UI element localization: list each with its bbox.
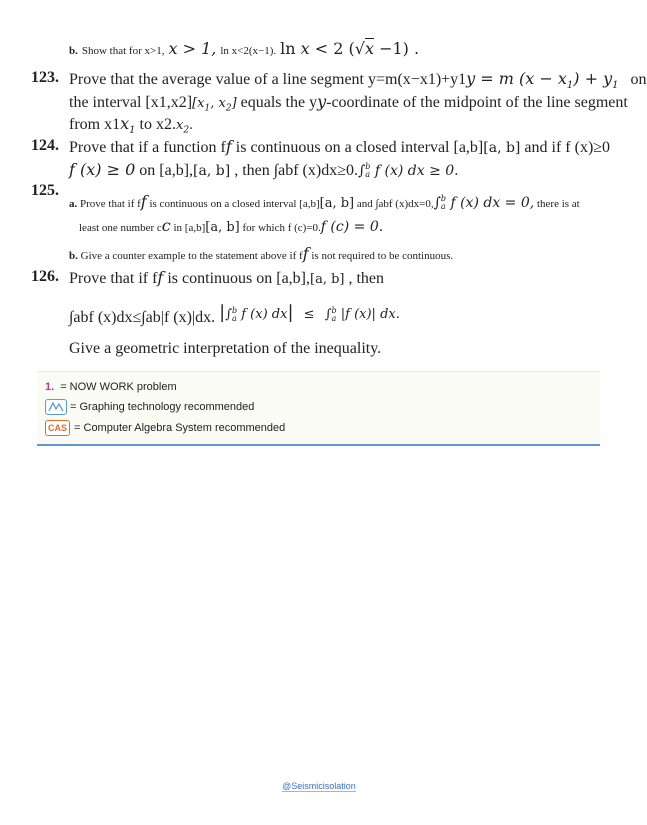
p123-line3-mid: to x2. — [135, 116, 176, 133]
part-b-label: b. — [69, 45, 78, 57]
p125a-text: Prove that if f — [80, 198, 141, 210]
p125a-tail: there is at — [536, 198, 580, 210]
p126-line2-math: |∫ b a f (x) dx| ≤ ∫ b a |f (x)| dx. — [219, 302, 400, 323]
p126-line1-then: then — [352, 270, 385, 287]
problem-126-line2 — [69, 302, 400, 327]
p123-line2-rest: equals the y — [236, 94, 318, 111]
p125a-int: ∫ b a f (x) dx = 0, — [433, 194, 535, 211]
cas-text: = Computer Algebra System recommended — [74, 422, 286, 434]
problem-123-line2 — [69, 92, 628, 114]
legend-cas — [45, 420, 285, 436]
p122b-text-mid: ln x<2(x−1). — [220, 45, 277, 57]
p126-line1-mid: is continuous on [a,b], — [163, 270, 310, 287]
problem-124-number: 124. — [31, 137, 59, 154]
p125a-fc: f (c) = 0. — [320, 219, 384, 235]
p125a-in: in [a,b] — [170, 222, 206, 234]
p125a-ab: [a, b] — [319, 196, 355, 211]
p125a-f: f — [140, 192, 147, 211]
p125a-which: for which f (c)=0. — [239, 222, 321, 234]
p124-line1-tail: and if f (x)≥0 — [520, 139, 611, 156]
problem-125a-line1 — [69, 192, 580, 211]
p125a-line2-text: least one number c — [79, 222, 162, 234]
graphing-calculator-icon — [45, 399, 67, 415]
p123-line2-text: the interval [x1,x2] — [69, 94, 193, 111]
p124-line2-on: on [a,b], — [135, 162, 194, 179]
p124-line1-f: f — [225, 137, 232, 156]
credit-link[interactable]: @Seismicisolation — [282, 781, 356, 791]
p123-line3-text: from x1 — [69, 116, 121, 133]
p124-line2-int: ∫ b a f (x) dx ≥ 0. — [357, 162, 459, 179]
p123-line2-y: y — [317, 92, 327, 111]
p123-line3-x1: $x_1$ — [120, 114, 136, 137]
p124-line1-mid: is continuous on a closed interval [a,b] — [231, 139, 484, 156]
problem-123-line1 — [69, 69, 647, 91]
p126-line2-text: ∫abf (x)dx≤∫ab|f (x)|dx. — [69, 309, 216, 326]
p123-line2-math: [$x_1$, $x_2$] — [192, 96, 237, 114]
problem-126-number: 126. — [31, 268, 59, 285]
problem-124-line2: f (x) ≥ 0 on [a,b],[a, b] , then ∫abf (x)dx≥0.∫ b a f (x) dx ≥ 0. — [69, 160, 459, 179]
p123-line2-tail: -coordinate of the midpoint of the line segment — [326, 94, 628, 111]
p126-line1-text: Prove that if f — [69, 270, 158, 287]
p125a-line2-ab: [a, b] — [205, 220, 240, 235]
p125a-and: and ∫abf (x)dx=0, — [354, 198, 434, 210]
p124-line1-text: Prove that if a function f — [69, 139, 226, 156]
problem-122b — [69, 39, 419, 59]
problem-123-line3 — [69, 114, 193, 136]
graphing-text: = Graphing technology recommended — [70, 401, 255, 413]
legend-graphing — [45, 399, 254, 415]
part-a-label: a. — [69, 198, 78, 210]
p123-line1-end: on — [630, 71, 647, 88]
p124-line2-then: then ∫abf (x)dx≥0. — [238, 162, 358, 179]
p124-line2-math: f (x) ≥ 0 — [69, 160, 136, 179]
part-b-label-125: b. — [69, 250, 78, 262]
problem-126-line1: Prove that if ff is continuous on [a,b],[a, b] , then — [69, 268, 385, 287]
p124-line2-ab: [a, b] — [193, 163, 231, 179]
now-work-number: 1. — [45, 381, 55, 393]
p123-line1-text: Prove that the average value of a line segment y=m(x−x1)+y1 — [69, 71, 467, 88]
problem-126-line3: Give a geometric interpretation of the inequality. — [69, 340, 382, 357]
problem-123-number: 123. — [31, 69, 59, 86]
sqrt-x: x — [364, 39, 374, 58]
p122b-math2: ln x < 2 (√x −1) . — [280, 39, 420, 58]
p125b-tail: is not required to be continuous. — [308, 250, 454, 262]
problem-125a-line2 — [79, 216, 383, 235]
p126-line1-f: f — [157, 268, 164, 287]
p123-line3-x2: $x_2$. — [175, 118, 194, 136]
now-work-text: = NOW WORK problem — [60, 381, 177, 393]
legend-box — [37, 371, 600, 446]
p122b-math1: x > 1, — [168, 39, 217, 58]
problem-124-line1 — [69, 137, 610, 157]
p125b-f: f — [302, 244, 309, 263]
p126-line1-ab: [a, b] — [310, 272, 345, 287]
p125b-text: Give a counter example to the statement above if f — [80, 250, 303, 262]
p125a-c: c — [161, 216, 171, 235]
problem-125b — [69, 244, 453, 263]
p123-line1-math: y = m $(x - x_1) + y_1$ — [466, 69, 619, 92]
p125a-mid: is continuous on a closed interval [a,b] — [146, 198, 320, 210]
p122b-text: Show that for x>1, — [81, 45, 165, 57]
cas-icon: CAS — [45, 420, 70, 436]
legend-now-work — [45, 379, 177, 395]
footer-credit — [0, 781, 638, 791]
p124-line1-ab: [a, b] — [483, 140, 521, 156]
problem-125-number: 125. — [31, 182, 59, 199]
